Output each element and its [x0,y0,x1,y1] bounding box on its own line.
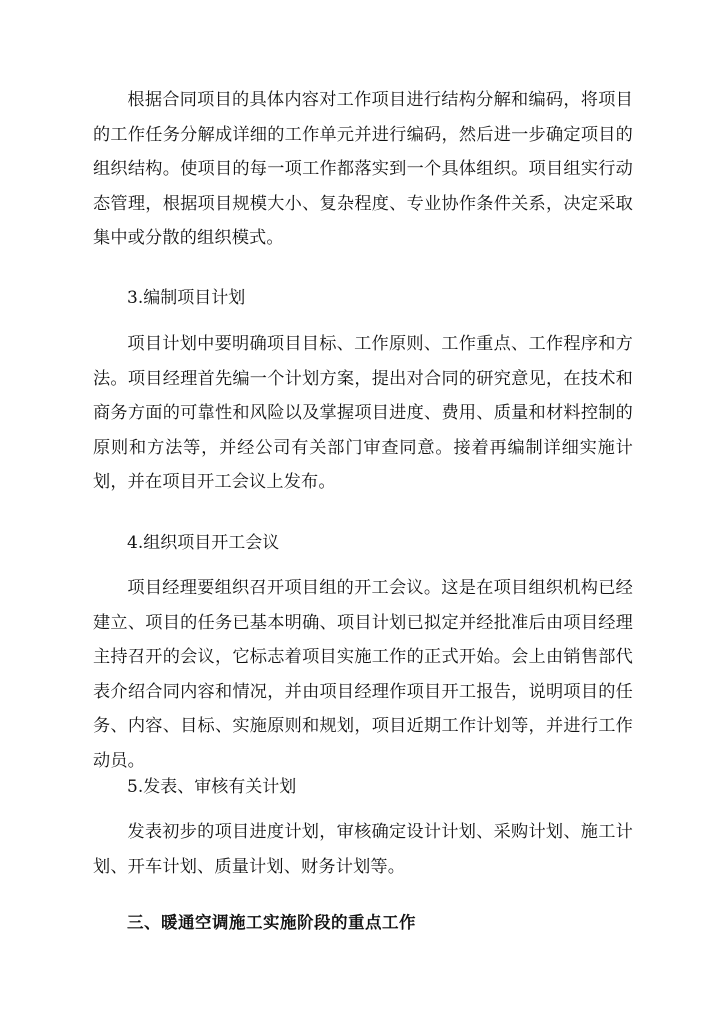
section-title-hvac-construction: 三、暖通空调施工实施阶段的重点工作 [127,913,416,932]
heading-kickoff-meeting: 4.组织项目开工会议 [127,533,280,553]
paragraph-project-plan: 项目计划中要明确项目目标、工作原则、工作重点、工作程序和方法。项目经理首先编一个计划方案，提出对合同的研究意见，在技术和商务方面的可靠性和风险以及掌握项目进度、费用、质量和材料控制的原则和方法等，并经公司有关部门审查同意。接着再编制详细实施计划，并在项目开工会议上发布。 [93,334,633,492]
paragraph-review-plans: 发表初步的项目进度计划，审核确定设计计划、采购计划、施工计划、开车计划、质量计划、财务计划等。 [93,822,633,877]
paragraph-kickoff-meeting: 项目经理要组织召开项目组的开工会议。这是在项目组织机构已经建立、项目的任务已基本明确、项目计划已拟定并经批准后由项目经理主持召开的会议，它标志着项目实施工作的正式开始。会上由销售部代表介绍合同内容和情况，并由项目经理作项目开工报告，说明项目的任务、内容、目标、实施原则和规划，项目近期工作计划等，并进行工作动员。 [93,578,633,771]
paragraph-project-structure: 根据合同项目的具体内容对工作项目进行结构分解和编码，将项目的工作任务分解成详细的工作单元并进行编码，然后进一步确定项目的组织结构。使项目的每一项工作都落实到一个具体组织。项目组实行动态管理，根据项目规模大小、复杂程度、专业协作条件关系，决定采取集中或分散的组织模式。 [93,90,633,248]
heading-compile-plan: 3.编制项目计划 [127,288,246,308]
heading-review-plans: 5.发表、审核有关计划 [127,777,297,797]
